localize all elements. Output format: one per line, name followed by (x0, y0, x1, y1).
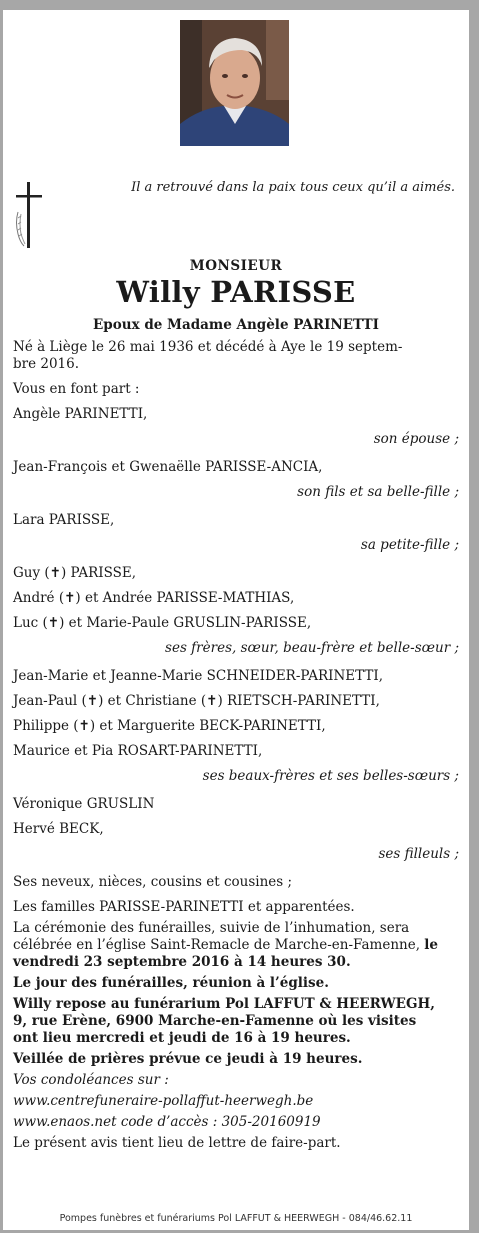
condolences-line: Vos condoléances sur : (13, 1072, 169, 1088)
veillee-line: Veillée de prières prévue ce jeudi à 19 heures. (13, 1051, 363, 1067)
ceremony-text: célébrée en l’église Saint-Remacle de Marche-en-Famenne, (13, 937, 425, 953)
birth-line: bre 2016. (13, 356, 80, 372)
family-name: Maurice et Pia ROSART-PARINETTI, (13, 743, 263, 759)
family-name: Philippe (✝) et Marguerite BECK-PARINETTI, (13, 718, 326, 734)
ceremony-line (13, 937, 459, 954)
cross-icon (12, 182, 46, 248)
ceremony-line: La cérémonie des funérailles, suivie de l’inhumation, sera (13, 920, 410, 936)
family-name: Hervé BECK, (13, 821, 104, 837)
birth-line: Né à Liège le 26 mai 1936 et décédé à Aye le 19 septem- (13, 339, 403, 355)
ceremony-date: vendredi 23 septembre 2016 à 14 heures 30. (13, 954, 351, 970)
honorific: MONSIEUR (189, 258, 283, 274)
ceremony-text-bold: le (424, 937, 439, 953)
repose-line: Willy repose au funérarium Pol LAFFUT & HEERWEGH, (13, 996, 435, 1012)
obituary-page (3, 10, 469, 1230)
funeral-home-footer: Pompes funèbres et funérariums Pol LAFFUT & HEERWEGH - 084/46.62.11 (59, 1213, 413, 1224)
condolences-code[interactable]: www.enaos.net code d’accès : 305-20160919 (13, 1114, 321, 1130)
family-name: André (✝) et Andrée PARISSE-MATHIAS, (13, 590, 295, 606)
family-name: Angèle PARINETTI, (13, 406, 148, 422)
family-name: Jean-François et Gwenaëlle PARISSE-ANCIA, (13, 459, 323, 475)
deceased-name: Willy PARISSE (116, 275, 356, 309)
families-line: Les familles PARISSE-PARINETTI et apparentées. (13, 899, 355, 915)
spouse-line: Epoux de Madame Angèle PARINETTI (93, 317, 379, 333)
portrait-photo (180, 20, 289, 146)
condolences-url[interactable]: www.centrefuneraire-pollaffut-heerwegh.be (13, 1093, 314, 1109)
family-relation: ses beaux-frères et ses belles-sœurs ; (202, 768, 459, 784)
family-relation: ses frères, sœur, beau-frère et belle-sœur ; (165, 640, 459, 656)
family-name: Luc (✝) et Marie-Paule GRUSLIN-PARISSE, (13, 615, 312, 631)
reunion-line: Le jour des funérailles, réunion à l’église. (13, 975, 329, 991)
epitaph-quote: Il a retrouvé dans la paix tous ceux qu’il a aimés. (131, 180, 455, 195)
family-name: Jean-Marie et Jeanne-Marie SCHNEIDER-PARINETTI, (13, 668, 384, 684)
notice-line: Le présent avis tient lieu de lettre de faire-part. (13, 1135, 341, 1151)
family-name: Lara PARISSE, (13, 512, 115, 528)
repose-line: ont lieu mercredi et jeudi de 16 à 19 heures. (13, 1030, 351, 1046)
family-relation: son fils et sa belle-fille ; (297, 484, 459, 500)
family-name: Jean-Paul (✝) et Christiane (✝) RIETSCH-PARINETTI, (13, 693, 380, 709)
family-relation: son épouse ; (373, 431, 459, 447)
repose-line: 9, rue Erène, 6900 Marche-en-Famenne où les visites (13, 1013, 417, 1029)
nephews-line: Ses neveux, nièces, cousins et cousines ; (13, 874, 293, 890)
family-relation: ses filleuls ; (378, 846, 459, 862)
family-relation: sa petite-fille ; (360, 537, 459, 553)
family-name: Guy (✝) PARISSE, (13, 565, 137, 581)
intro-line: Vous en font part : (13, 381, 140, 397)
family-name: Véronique GRUSLIN (13, 796, 155, 812)
obituary-body (13, 339, 459, 1152)
